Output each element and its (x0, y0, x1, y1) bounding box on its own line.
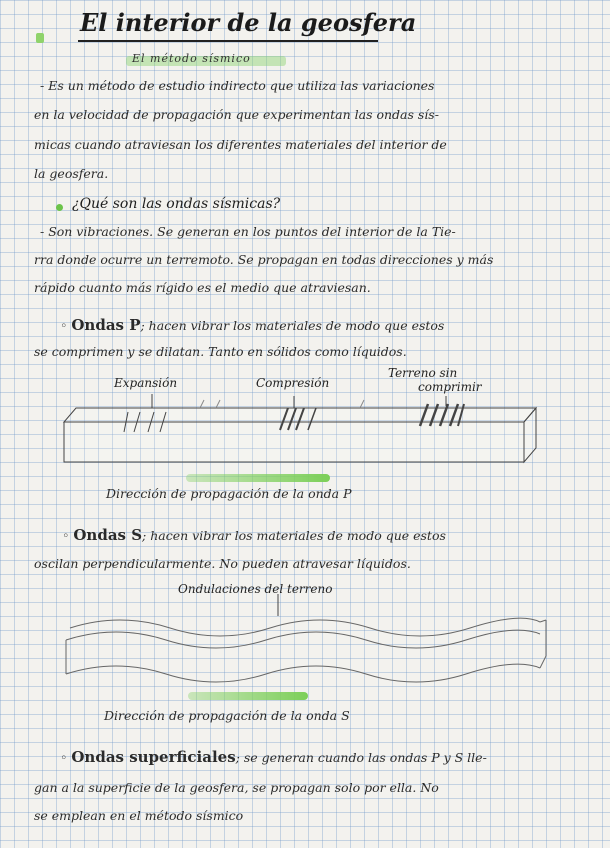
label-unstressed-1: Terreno sin (388, 366, 458, 380)
surface-line-1: ◦ Ondas superficiales; se generan cuando las ondas P y S lle- (60, 748, 487, 766)
s-waves-line-1: ◦ Ondas S; hacen vibrar los materiales de modo que estos (62, 526, 446, 544)
intro-line-1: - Es un método de estudio indirecto que utiliza las variaciones (40, 78, 435, 93)
question-line-2: rra donde ocurre un terremoto. Se propagan en todas direcciones y más (34, 252, 494, 267)
subtitle: El método sísmico (132, 52, 251, 65)
s-direction-arrow (188, 692, 308, 700)
intro-line-2: en la velocidad de propagación que experimentan las ondas sís- (34, 107, 439, 122)
surface-rest: ; se generan cuando las ondas P y S lle- (235, 750, 487, 765)
intro-line-4: la geosfera. (34, 166, 109, 181)
label-unstressed-2: comprimir (418, 380, 482, 394)
s-waves-term: Ondas S (73, 526, 143, 544)
s-waves-rest: ; hacen vibrar los materiales de modo que estos (142, 528, 446, 543)
p-direction-arrow (186, 474, 330, 482)
p-direction-label: Dirección de propagación de la onda P (106, 486, 352, 501)
s-wave-diagram (66, 594, 546, 682)
s-direction-label: Dirección de propagación de la onda S (104, 708, 350, 723)
page-title: El interior de la geosfera (80, 8, 417, 37)
question-line-3: rápido cuanto más rígido es el medio que atraviesan. (34, 280, 371, 295)
label-expansion: Expansión (114, 376, 178, 390)
question-heading: ¿Qué son las ondas sísmicas? (72, 196, 281, 212)
surface-line-3: se emplean en el método sísmico (34, 808, 244, 823)
surface-term: Ondas superficiales (71, 748, 236, 766)
p-waves-line-1: ◦ Ondas P; hacen vibrar los materiales de modo que estos (60, 316, 445, 334)
label-compression: Compresión (256, 376, 330, 390)
p-waves-rest: ; hacen vibrar los materiales de modo que estos (140, 318, 445, 333)
s-waves-line-2: oscilan perpendicularmente. No pueden atravesar líquidos. (34, 556, 411, 571)
surface-line-2: gan a la superficie de la geosfera, se propagan solo por ella. No (34, 780, 439, 795)
p-waves-line-2: se comprimen y se dilatan. Tanto en sólidos como líquidos. (34, 344, 407, 359)
intro-line-3: micas cuando atraviesan los diferentes materiales del interior de (34, 137, 447, 152)
label-undulations: Ondulaciones del terreno (178, 582, 333, 596)
question-line-1: - Son vibraciones. Se generan en los puntos del interior de la Tie- (40, 224, 456, 239)
p-wave-diagram (64, 394, 536, 462)
p-waves-term: Ondas P (71, 316, 141, 334)
